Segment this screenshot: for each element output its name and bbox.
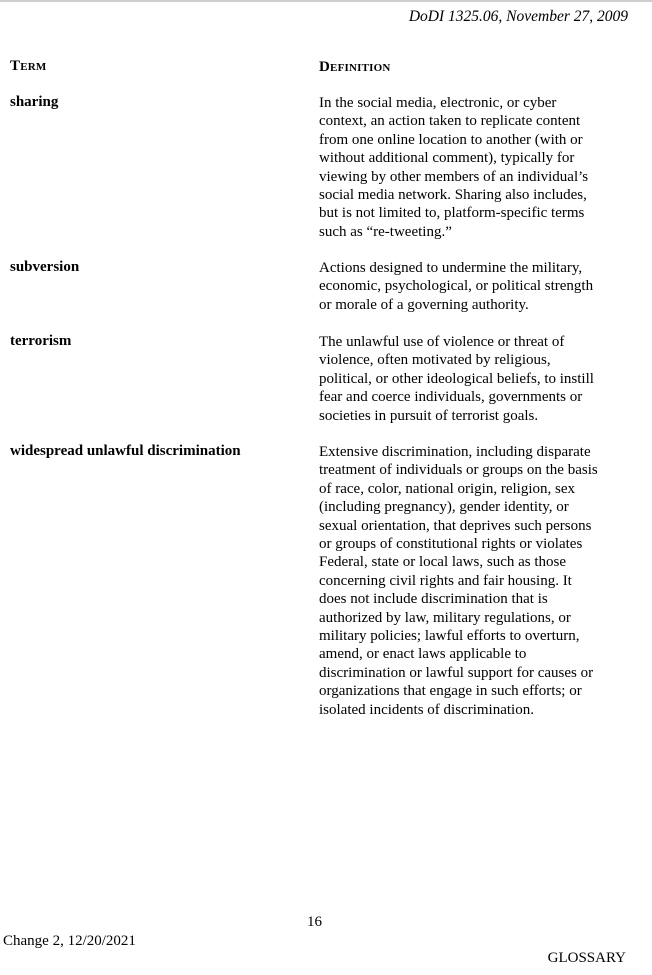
definition-sharing [319, 94, 624, 241]
definition-line: or morale of a governing authority. [319, 296, 529, 313]
definition-line: treatment of individuals or groups on the basis [319, 462, 598, 479]
definition-line: discrimination or lawful support for causes or [319, 664, 594, 681]
definition-line: Actions designed to undermine the military, [319, 260, 583, 276]
definition-line: viewing by other members of an individual’s [319, 168, 589, 185]
definition-line: fear and coerce individuals, governments or [319, 389, 583, 406]
definition-line: Extensive discrimination, including disparate [319, 444, 591, 460]
definition-line: political, or other ideological beliefs, to instill [319, 370, 594, 387]
term-sharing: sharing [10, 94, 59, 110]
definition-line: concerning civil rights and fair housing. It [319, 572, 572, 589]
column-header-term: Term [10, 58, 47, 74]
page-number: 16 [307, 914, 322, 930]
definition-line: without additional comment), typically for [319, 150, 575, 167]
definition-line: The unlawful use of violence or threat of [319, 334, 565, 350]
definition-line: economic, psychological, or political strength [319, 278, 594, 295]
definition-line: from one online location to another (with or [319, 131, 583, 148]
definition-widespread-unlawful-discrimination [319, 443, 624, 719]
definition-line: isolated incidents of discrimination. [319, 701, 534, 718]
definition-line: societies in pursuit of terrorist goals. [319, 407, 539, 424]
section-name: GLOSSARY [547, 950, 626, 966]
definition-line: or groups of constitutional rights or violates [319, 536, 583, 553]
definition-line: social media network. Sharing also includes, [319, 187, 587, 204]
definition-line: sexual orientation, that deprives such persons [319, 517, 592, 534]
column-header-definition: Definition [319, 59, 391, 75]
term-subversion: subversion [10, 259, 80, 275]
definition-line: of race, color, national origin, religion, sex [319, 480, 575, 497]
document-reference: DoDI 1325.06, November 27, 2009 [408, 8, 628, 25]
change-note: Change 2, 12/20/2021 [3, 933, 136, 949]
definition-terrorism [319, 333, 624, 425]
term-terrorism: terrorism [10, 333, 72, 349]
definition-line: does not include discrimination that is [319, 591, 548, 608]
top-border-line [0, 0, 652, 2]
definition-line: military policies; lawful efforts to overturn, [319, 628, 580, 645]
definition-line: context, an action taken to replicate content [319, 113, 581, 130]
definition-line: violence, often motivated by religious, [319, 352, 551, 369]
term-widespread-unlawful-discrimination: widespread unlawful discrimination [10, 443, 241, 459]
definition-line: Federal, state or local laws, such as those [319, 554, 567, 571]
definition-subversion [319, 259, 624, 314]
definition-line: organizations that engage in such efforts; or [319, 683, 582, 700]
definition-line: amend, or enact laws applicable to [319, 646, 527, 663]
definition-line: (including pregnancy), gender identity, or [319, 499, 569, 516]
definition-line: In the social media, electronic, or cyber [319, 95, 557, 111]
definition-line: but is not limited to, platform-specific terms [319, 205, 585, 222]
definition-line: such as “re-tweeting.” [319, 223, 452, 240]
definition-line: authorized by law, military regulations, or [319, 609, 571, 626]
